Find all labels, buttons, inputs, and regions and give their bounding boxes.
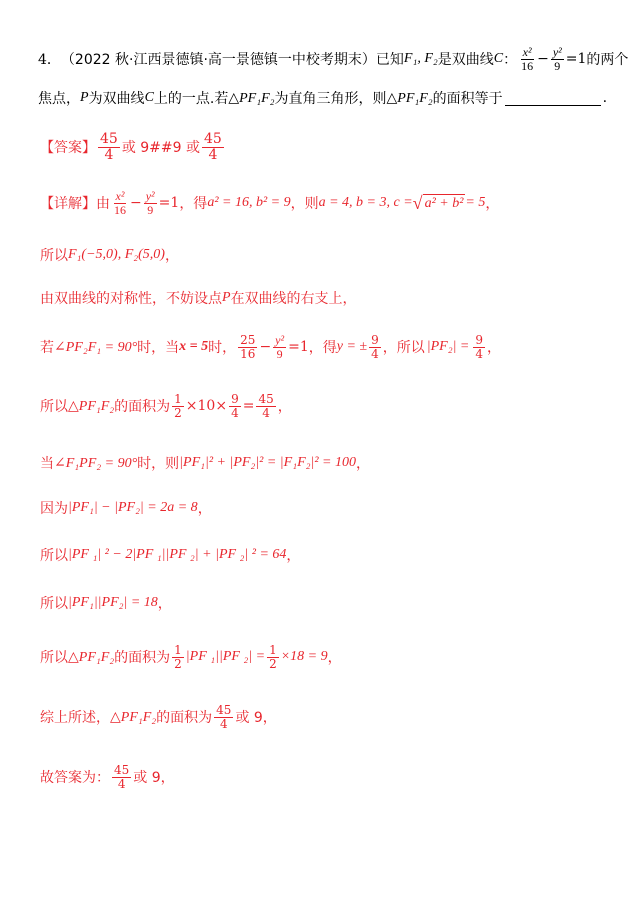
detail-label: 【详解】 (40, 196, 96, 213)
equation-rhs: =1 (565, 51, 587, 68)
math-expression: ×10× (185, 398, 228, 415)
math-expression: ×18 = 9 (280, 649, 328, 665)
detail-text: 的面积为 (114, 650, 171, 667)
detail-text: 在双曲线的右支上， (230, 291, 357, 307)
detail-line-9 (40, 593, 172, 613)
fraction-denominator: 9 (147, 202, 154, 217)
detail-text: 若 (40, 340, 54, 357)
fraction-denominator: 4 (231, 405, 239, 420)
detail-text: 当 (40, 456, 54, 472)
fraction (172, 644, 184, 670)
comma: ， (157, 596, 172, 612)
fraction-denominator: 4 (117, 776, 126, 791)
detail-text: ，得 (308, 340, 337, 357)
minus-sign: − (259, 339, 272, 356)
detail-text: 或 9， (133, 770, 175, 787)
fraction-numerator: 45 (258, 392, 274, 406)
math-expression: |PF₂| = (426, 339, 470, 355)
fraction-denominator: 4 (371, 346, 379, 361)
question-text: 是双曲线 (437, 52, 494, 69)
curve-label: C (493, 51, 504, 67)
math-expression: |PF ₁| ² − 2|PF ₁||PF ₂| + |PF ₂| ² = 64 (68, 547, 287, 562)
fraction-denominator: 4 (104, 146, 114, 163)
detail-text: 由 (96, 196, 110, 213)
triangle-label: △PF₁F₂ (110, 709, 157, 725)
fraction-numerator: 45 (216, 703, 232, 717)
math-expression: |PF ₁||PF ₂| = (185, 649, 266, 665)
equation-rhs: =1 (158, 195, 180, 212)
fraction (229, 393, 241, 419)
fraction (273, 334, 286, 360)
curve-label: C (144, 90, 154, 105)
fraction (369, 334, 381, 360)
radicand: a² + b² (424, 196, 464, 212)
detail-text: ，得 (179, 196, 208, 213)
fraction-numerator: 1 (174, 643, 182, 657)
detail-text: 所以 (40, 248, 68, 264)
fraction-y (144, 190, 157, 216)
equals-sign: = (242, 398, 255, 415)
point-label: P (80, 90, 89, 105)
detail-line-11 (40, 704, 277, 730)
math-expression: |PF₁||PF₂| = 18 (68, 595, 158, 610)
detail-text: 所以 (40, 399, 68, 416)
fraction-numerator: y² (145, 189, 155, 203)
math-expression: = 5 (465, 195, 486, 211)
triangle-label: △PF₁F₂ (228, 90, 275, 106)
fraction-denominator: 4 (219, 716, 228, 731)
math-expression: |PF₁| − |PF₂| = 2a = 8 (68, 500, 198, 515)
fraction-denominator: 2 (174, 405, 182, 420)
fraction-numerator: 9 (371, 333, 379, 347)
fraction-numerator: 45 (204, 131, 222, 147)
fraction-denominator: 16 (240, 346, 256, 361)
question-text: 已知 (375, 52, 404, 69)
detail-text: 因为 (40, 501, 68, 517)
fraction-denominator: 16 (114, 202, 126, 217)
question-text: 为直角三角形，则 (274, 91, 387, 107)
fraction-numerator: 1 (174, 392, 182, 406)
math-expression: |PF₁|² + |PF₂|² = |F₁F₂|² = 100 (179, 455, 356, 470)
comma: ， (164, 248, 179, 264)
answer-fraction-1 (98, 132, 120, 162)
math-expression: a² = 16, b² = 9 (207, 195, 291, 211)
math-expression: F₁(−5,0), F₂(5,0) (68, 247, 165, 262)
math-expression: a = 4, b = 3, c = (318, 195, 413, 211)
comma: ， (277, 399, 292, 416)
triangle-label: △PF₁F₂ (68, 398, 115, 414)
detail-text: ，则 (290, 196, 319, 213)
detail-text: 时，当 (137, 340, 180, 357)
fraction (256, 393, 275, 419)
fraction-numerator: 45 (114, 763, 130, 777)
detail-line-12 (40, 764, 175, 790)
fraction (238, 334, 257, 360)
comma: ， (487, 340, 502, 357)
detail-line-10 (40, 644, 342, 670)
detail-line-2 (40, 245, 179, 265)
fraction-denominator: 4 (475, 346, 484, 361)
radical-icon: √ (412, 193, 423, 214)
answer-fraction-2 (202, 132, 224, 162)
comma: ， (197, 501, 212, 517)
question-text: 的两个 (586, 52, 629, 69)
comma: ， (327, 650, 342, 667)
math-expression: y = ± (336, 339, 368, 355)
question-line-1 (38, 46, 628, 72)
comma: ， (286, 548, 301, 564)
detail-line-4 (40, 334, 501, 360)
fraction-numerator: x² (115, 189, 125, 203)
fraction (473, 334, 485, 360)
minus-sign: − (130, 195, 142, 212)
fraction-numerator: 25 (240, 333, 256, 347)
math-expression: x = 5 (179, 339, 209, 355)
question-text: 的面积等于 (432, 91, 503, 107)
equation-rhs: =1 (288, 339, 309, 356)
detail-line-6 (40, 453, 370, 473)
detail-text: 由双曲线的对称性，不妨设点 (40, 291, 222, 307)
minus-sign: − (537, 51, 549, 68)
square-root (413, 194, 466, 212)
angle-expression: ∠F₁PF₂ = 90° (54, 455, 138, 471)
colon: ： (503, 52, 518, 69)
fraction (214, 704, 233, 730)
angle-expression: ∠PF₂F₁ = 90° (54, 339, 138, 355)
fraction-denominator: 9 (276, 346, 283, 361)
fraction-x (519, 46, 535, 72)
period: . (602, 90, 608, 106)
detail-text: 综上所述， (40, 710, 110, 727)
fraction-y (551, 46, 564, 72)
detail-line-7 (40, 498, 212, 518)
comma: ， (485, 196, 500, 213)
fraction-x (112, 190, 128, 216)
question-text: 上的一点.若 (153, 91, 229, 107)
triangle-label: △PF₁F₂ (68, 649, 115, 665)
fraction-numerator: y² (552, 45, 562, 59)
fraction (267, 644, 279, 670)
fraction-numerator: 45 (100, 131, 118, 147)
fraction-denominator: 16 (521, 58, 534, 73)
fraction-denominator: 4 (208, 146, 218, 163)
detail-line-8 (40, 545, 300, 565)
answer-blank[interactable] (505, 91, 601, 106)
point-label: P (222, 290, 231, 305)
fraction-numerator: x² (522, 45, 532, 59)
answer-line (40, 132, 226, 162)
answer-middle: 或 9##9 或 (121, 140, 201, 157)
question-line-2 (38, 88, 607, 108)
detail-text: 或 9， (235, 710, 277, 727)
detail-text: 时， (208, 340, 237, 357)
detail-line-3 (40, 288, 357, 308)
detail-text: 的面积为 (156, 710, 213, 727)
question-text: 为双曲线 (88, 91, 145, 107)
question-source: （2022 秋·江西景德镇·高一景德镇一中校考期末） (60, 52, 376, 69)
triangle-label: △PF₁F₂ (386, 90, 433, 106)
detail-line-1 (40, 190, 499, 216)
foci-label: F₁, F₂ (403, 51, 438, 67)
detail-text: 所以 (40, 650, 68, 667)
fraction (172, 393, 184, 419)
detail-text: 故答案为： (40, 770, 110, 787)
detail-text: 所以 (40, 548, 68, 564)
fraction-denominator: 2 (174, 656, 182, 671)
answer-label: 【答案】 (40, 140, 96, 157)
detail-text: 所以 (40, 596, 68, 612)
fraction-numerator: 9 (475, 333, 484, 347)
question-number: 4． (38, 52, 61, 69)
comma: ， (355, 456, 370, 472)
detail-line-5 (40, 393, 292, 419)
fraction (112, 764, 131, 790)
fraction-numerator: y² (275, 333, 285, 347)
fraction-numerator: 1 (269, 643, 277, 657)
fraction-denominator: 9 (554, 58, 561, 73)
detail-text: ，所以 (382, 340, 425, 357)
question-text: 焦点， (38, 91, 80, 107)
detail-text: 时，则 (137, 456, 180, 472)
fraction-denominator: 2 (269, 656, 277, 671)
fraction-denominator: 4 (262, 405, 270, 420)
detail-text: 的面积为 (114, 399, 171, 416)
fraction-numerator: 9 (231, 392, 239, 406)
